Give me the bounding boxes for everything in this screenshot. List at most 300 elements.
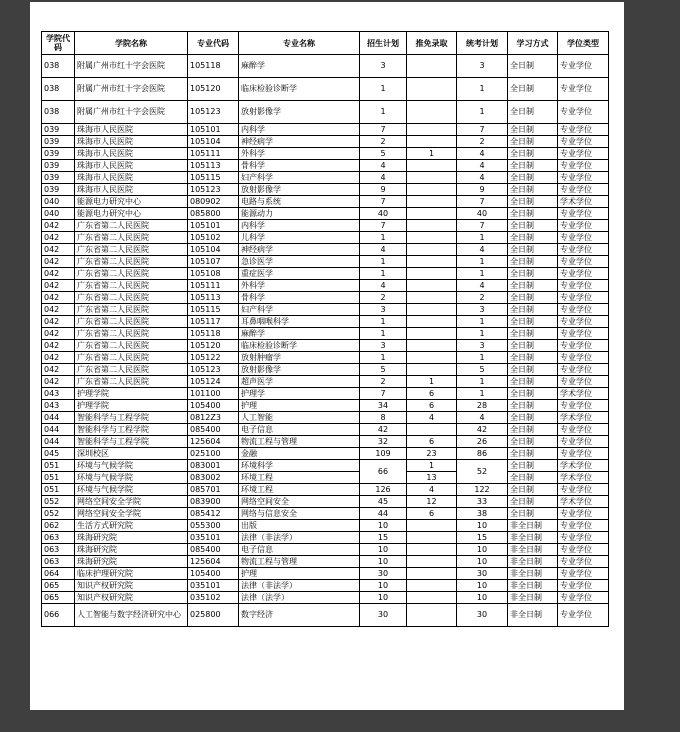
table-cell: 耳鼻咽喉科学 [239, 316, 360, 328]
table-cell: 2 [457, 292, 508, 304]
table-cell: 全日制 [508, 232, 558, 244]
table-cell: 4 [457, 412, 508, 424]
table-cell: 物流工程与管理 [239, 436, 360, 448]
table-cell: 电子信息 [239, 544, 360, 556]
table-cell: 骨科学 [239, 160, 360, 172]
table-cell: 10 [457, 544, 508, 556]
table-cell: 全日制 [508, 268, 558, 280]
table-cell: 学术学位 [558, 388, 609, 400]
table-cell [407, 55, 457, 78]
table-cell: 儿科学 [239, 232, 360, 244]
table-cell: 4 [457, 148, 508, 160]
table-cell: 专业学位 [558, 604, 609, 627]
table-cell: 10 [360, 592, 407, 604]
table-row [42, 424, 609, 436]
table-cell: 内科学 [239, 220, 360, 232]
table-cell: 全日制 [508, 78, 558, 101]
table-cell: 1 [407, 460, 457, 472]
table-row [42, 556, 609, 568]
table-cell: 数字经济 [239, 604, 360, 627]
table-cell: 105122 [188, 352, 239, 364]
table-cell: 专业学位 [558, 232, 609, 244]
table-cell: 105120 [188, 340, 239, 352]
table-cell: 专业学位 [558, 508, 609, 520]
table-row [42, 268, 609, 280]
table-cell: 085400 [188, 424, 239, 436]
table-cell: 125604 [188, 436, 239, 448]
table-cell: 052 [42, 496, 75, 508]
table-cell: 038 [42, 101, 75, 124]
table-cell: 1 [457, 78, 508, 101]
table-cell: 6 [407, 388, 457, 400]
table-row [42, 400, 609, 412]
table-row [42, 604, 609, 627]
table-cell: 038 [42, 78, 75, 101]
table-cell: 专业学位 [558, 484, 609, 496]
table-cell: 40 [360, 208, 407, 220]
table-cell: 085400 [188, 544, 239, 556]
table-cell: 非全日制 [508, 568, 558, 580]
table-cell: 非全日制 [508, 544, 558, 556]
table-cell: 外科学 [239, 280, 360, 292]
document-page [30, 2, 624, 710]
table-cell: 全日制 [508, 340, 558, 352]
table-row [42, 508, 609, 520]
table-cell [407, 184, 457, 196]
table-cell: 专业学位 [558, 364, 609, 376]
table-cell: 063 [42, 544, 75, 556]
table-cell: 042 [42, 256, 75, 268]
table-cell: 电子信息 [239, 424, 360, 436]
table-cell: 065 [42, 592, 75, 604]
table-cell: 085412 [188, 508, 239, 520]
table-cell: 学术学位 [558, 196, 609, 208]
table-cell: 10 [360, 580, 407, 592]
header-major-code: 专业代码 [188, 32, 239, 55]
table-cell: 非全日制 [508, 520, 558, 532]
table-cell: 042 [42, 292, 75, 304]
table-row [42, 376, 609, 388]
table-cell: 44 [360, 508, 407, 520]
table-cell: 全日制 [508, 148, 558, 160]
table-cell: 30 [360, 568, 407, 580]
table-cell [407, 232, 457, 244]
table-cell: 专业学位 [558, 268, 609, 280]
table-cell: 全日制 [508, 316, 558, 328]
table-cell: 2 [360, 376, 407, 388]
table-row [42, 304, 609, 316]
table-cell: 环境科学 [239, 460, 360, 472]
table-cell: 044 [42, 436, 75, 448]
table-cell: 3 [457, 340, 508, 352]
table-row [42, 340, 609, 352]
table-cell: 035101 [188, 532, 239, 544]
table-cell: 广东省第二人民医院 [75, 316, 188, 328]
table-cell: 109 [360, 448, 407, 460]
table-cell: 全日制 [508, 484, 558, 496]
table-cell: 专业学位 [558, 340, 609, 352]
table-cell: 珠海市人民医院 [75, 124, 188, 136]
table-cell: 6 [407, 400, 457, 412]
table-cell: 非全日制 [508, 592, 558, 604]
table-row [42, 448, 609, 460]
table-cell: 043 [42, 400, 75, 412]
table-cell: 全日制 [508, 376, 558, 388]
table-cell: 专业学位 [558, 352, 609, 364]
table-cell: 全日制 [508, 328, 558, 340]
table-cell: 044 [42, 424, 75, 436]
table-cell: 广东省第二人民医院 [75, 340, 188, 352]
table-row [42, 568, 609, 580]
table-cell: 044 [42, 412, 75, 424]
table-cell: 1 [457, 316, 508, 328]
table-cell: 9 [360, 184, 407, 196]
table-cell: 护理学 [239, 388, 360, 400]
table-cell: 广东省第二人民医院 [75, 328, 188, 340]
table-cell [407, 604, 457, 627]
table-cell: 7 [457, 196, 508, 208]
table-cell: 全日制 [508, 244, 558, 256]
table-cell: 珠海市人民医院 [75, 172, 188, 184]
table-cell: 珠海研究院 [75, 556, 188, 568]
table-cell: 护理学院 [75, 388, 188, 400]
table-cell: 电路与系统 [239, 196, 360, 208]
table-cell: 039 [42, 172, 75, 184]
table-cell: 法律（非法学） [239, 532, 360, 544]
table-cell [407, 244, 457, 256]
table-row [42, 328, 609, 340]
table-cell: 042 [42, 328, 75, 340]
header-row [42, 32, 609, 55]
table-cell: 环境与气候学院 [75, 460, 188, 472]
table-cell: 042 [42, 304, 75, 316]
table-cell: 专业学位 [558, 328, 609, 340]
table-cell: 085701 [188, 484, 239, 496]
table-cell: 珠海市人民医院 [75, 184, 188, 196]
table-cell: 专业学位 [558, 136, 609, 148]
table-cell [407, 544, 457, 556]
table-cell: 专业学位 [558, 124, 609, 136]
header-degree-type: 学位类型 [558, 32, 609, 55]
table-cell: 105123 [188, 101, 239, 124]
table-cell [407, 532, 457, 544]
table-cell: 105104 [188, 136, 239, 148]
table-cell [407, 136, 457, 148]
table-cell: 085800 [188, 208, 239, 220]
table-cell: 珠海研究院 [75, 532, 188, 544]
table-cell: 105120 [188, 78, 239, 101]
table-cell: 055300 [188, 520, 239, 532]
table-cell: 105102 [188, 232, 239, 244]
table-cell: 网络空间安全学院 [75, 508, 188, 520]
table-cell: 临床检验诊断学 [239, 78, 360, 101]
header-unified: 统考计划 [457, 32, 508, 55]
table-row [42, 101, 609, 124]
table-row [42, 592, 609, 604]
table-cell: 专业学位 [558, 101, 609, 124]
table-cell: 8 [360, 412, 407, 424]
table-cell: 10 [360, 544, 407, 556]
table-cell: 12 [407, 496, 457, 508]
table-cell [407, 568, 457, 580]
table-cell [407, 340, 457, 352]
table-cell [407, 208, 457, 220]
table-cell: 042 [42, 268, 75, 280]
table-cell: 30 [457, 604, 508, 627]
table-cell: 专业学位 [558, 316, 609, 328]
table-cell: 5 [360, 148, 407, 160]
table-cell: 1 [360, 78, 407, 101]
table-row [42, 580, 609, 592]
table-cell: 125604 [188, 556, 239, 568]
table-cell: 7 [360, 196, 407, 208]
table-cell: 全日制 [508, 400, 558, 412]
table-cell: 超声医学 [239, 376, 360, 388]
table-cell: 1 [407, 376, 457, 388]
table-cell: 专业学位 [558, 436, 609, 448]
table-cell: 3 [360, 55, 407, 78]
table-cell: 083900 [188, 496, 239, 508]
table-cell: 105400 [188, 568, 239, 580]
table-cell: 126 [360, 484, 407, 496]
table-cell [407, 424, 457, 436]
table-cell: 学术学位 [558, 472, 609, 484]
table-cell: 1 [457, 376, 508, 388]
table-cell: 105101 [188, 220, 239, 232]
header-study-mode: 学习方式 [508, 32, 558, 55]
table-cell: 附属广州市红十字会医院 [75, 78, 188, 101]
table-cell: 23 [407, 448, 457, 460]
table-cell: 广东省第二人民医院 [75, 376, 188, 388]
table-cell: 105400 [188, 400, 239, 412]
table-cell: 法律（非法学） [239, 580, 360, 592]
table-cell: 083001 [188, 460, 239, 472]
table-cell [407, 292, 457, 304]
table-cell: 051 [42, 484, 75, 496]
table-cell: 10 [457, 556, 508, 568]
table-cell: 非全日制 [508, 580, 558, 592]
table-cell: 4 [407, 412, 457, 424]
table-cell: 4 [457, 160, 508, 172]
table-cell: 全日制 [508, 388, 558, 400]
table-cell: 专业学位 [558, 424, 609, 436]
table-cell: 042 [42, 340, 75, 352]
table-cell: 66 [360, 460, 407, 484]
table-cell: 全日制 [508, 124, 558, 136]
table-cell: 042 [42, 364, 75, 376]
table-cell: 0812Z3 [188, 412, 239, 424]
table-cell: 32 [360, 436, 407, 448]
table-cell: 专业学位 [558, 400, 609, 412]
table-cell: 环境与气候学院 [75, 472, 188, 484]
table-cell: 039 [42, 184, 75, 196]
table-cell: 学术学位 [558, 496, 609, 508]
table-cell: 4 [360, 244, 407, 256]
table-cell: 全日制 [508, 292, 558, 304]
table-cell: 专业学位 [558, 220, 609, 232]
table-cell: 42 [457, 424, 508, 436]
table-cell: 083002 [188, 472, 239, 484]
table-cell: 专业学位 [558, 78, 609, 101]
table-cell [407, 256, 457, 268]
table-cell: 063 [42, 556, 75, 568]
table-cell: 珠海研究院 [75, 544, 188, 556]
table-cell [407, 364, 457, 376]
table-cell: 042 [42, 220, 75, 232]
table-cell: 039 [42, 160, 75, 172]
table-cell: 2 [360, 292, 407, 304]
table-cell: 生活方式研究院 [75, 520, 188, 532]
table-cell: 重症医学 [239, 268, 360, 280]
table-row [42, 352, 609, 364]
table-cell: 105123 [188, 184, 239, 196]
header-code: 学院代码 [42, 32, 75, 55]
table-cell: 环境工程 [239, 484, 360, 496]
table-cell: 7 [360, 124, 407, 136]
table-cell: 1 [360, 328, 407, 340]
table-row [42, 544, 609, 556]
table-cell: 专业学位 [558, 448, 609, 460]
table-cell: 7 [457, 220, 508, 232]
table-cell: 深圳校区 [75, 448, 188, 460]
table-cell: 全日制 [508, 101, 558, 124]
table-cell: 105111 [188, 148, 239, 160]
table-cell: 全日制 [508, 412, 558, 424]
table-cell: 专业学位 [558, 304, 609, 316]
header-plan: 招生计划 [360, 32, 407, 55]
table-cell: 全日制 [508, 496, 558, 508]
table-cell: 105113 [188, 160, 239, 172]
table-cell: 066 [42, 604, 75, 627]
table-cell: 065 [42, 580, 75, 592]
table-cell: 广东省第二人民医院 [75, 244, 188, 256]
table-cell: 专业学位 [558, 568, 609, 580]
table-cell: 1 [457, 256, 508, 268]
table-cell: 10 [360, 556, 407, 568]
table-cell: 122 [457, 484, 508, 496]
table-cell: 1 [457, 268, 508, 280]
table-row [42, 172, 609, 184]
table-cell: 全日制 [508, 256, 558, 268]
table-cell: 专业学位 [558, 172, 609, 184]
table-cell: 护理学院 [75, 400, 188, 412]
table-cell: 039 [42, 136, 75, 148]
table-cell: 放射影像学 [239, 184, 360, 196]
table-cell: 035101 [188, 580, 239, 592]
table-cell: 全日制 [508, 352, 558, 364]
table-cell [407, 78, 457, 101]
table-cell: 105108 [188, 268, 239, 280]
table-cell: 4 [360, 172, 407, 184]
table-cell: 全日制 [508, 196, 558, 208]
table-row [42, 208, 609, 220]
table-cell: 1 [360, 352, 407, 364]
table-cell: 专业学位 [558, 256, 609, 268]
table-cell: 放射影像学 [239, 101, 360, 124]
table-cell: 40 [457, 208, 508, 220]
table-cell: 1 [457, 328, 508, 340]
table-cell: 039 [42, 148, 75, 160]
table-cell: 附属广州市红十字会医院 [75, 55, 188, 78]
table-cell: 105117 [188, 316, 239, 328]
table-cell: 043 [42, 388, 75, 400]
table-cell: 4 [407, 484, 457, 496]
table-row [42, 232, 609, 244]
table-cell: 全日制 [508, 55, 558, 78]
table-cell: 13 [407, 472, 457, 484]
table-cell: 学术学位 [558, 412, 609, 424]
table-cell: 全日制 [508, 160, 558, 172]
table-cell: 1 [457, 352, 508, 364]
table-cell: 能源电力研究中心 [75, 208, 188, 220]
table-cell: 人工智能与数字经济研究中心 [75, 604, 188, 627]
table-cell: 3 [360, 304, 407, 316]
header-exempt: 推免录取 [407, 32, 457, 55]
table-cell: 042 [42, 352, 75, 364]
table-cell: 临床检验诊断学 [239, 340, 360, 352]
table-cell: 039 [42, 124, 75, 136]
table-row [42, 316, 609, 328]
table-cell: 全日制 [508, 172, 558, 184]
table-cell: 15 [457, 532, 508, 544]
table-cell: 10 [457, 520, 508, 532]
table-cell: 26 [457, 436, 508, 448]
table-cell: 7 [360, 220, 407, 232]
table-cell: 全日制 [508, 220, 558, 232]
table-cell: 042 [42, 232, 75, 244]
table-cell: 非全日制 [508, 556, 558, 568]
table-cell: 1 [407, 148, 457, 160]
table-cell: 专业学位 [558, 520, 609, 532]
table-cell: 042 [42, 244, 75, 256]
table-cell: 人工智能 [239, 412, 360, 424]
table-row [42, 364, 609, 376]
table-cell: 10 [457, 592, 508, 604]
table-cell [407, 304, 457, 316]
table-cell: 080902 [188, 196, 239, 208]
table-row [42, 388, 609, 400]
table-cell: 105104 [188, 244, 239, 256]
table-cell: 105115 [188, 172, 239, 184]
table-cell: 全日制 [508, 364, 558, 376]
table-row [42, 292, 609, 304]
table-cell: 环境工程 [239, 472, 360, 484]
table-cell: 4 [457, 280, 508, 292]
table-cell: 妇产科学 [239, 172, 360, 184]
table-cell: 临床护理研究院 [75, 568, 188, 580]
table-cell: 1 [360, 316, 407, 328]
table-cell: 042 [42, 376, 75, 388]
table-cell: 105118 [188, 328, 239, 340]
table-cell: 105118 [188, 55, 239, 78]
table-row [42, 55, 609, 78]
table-row [42, 196, 609, 208]
table-cell: 全日制 [508, 136, 558, 148]
table-cell: 52 [457, 460, 508, 484]
table-row [42, 184, 609, 196]
table-cell: 105113 [188, 292, 239, 304]
table-row [42, 220, 609, 232]
table-row [42, 496, 609, 508]
table-cell: 1 [360, 268, 407, 280]
table-cell: 105111 [188, 280, 239, 292]
table-row [42, 280, 609, 292]
table-cell: 神经病学 [239, 244, 360, 256]
table-cell: 全日制 [508, 460, 558, 472]
table-cell: 040 [42, 208, 75, 220]
table-cell: 3 [457, 55, 508, 78]
table-row [42, 460, 609, 472]
